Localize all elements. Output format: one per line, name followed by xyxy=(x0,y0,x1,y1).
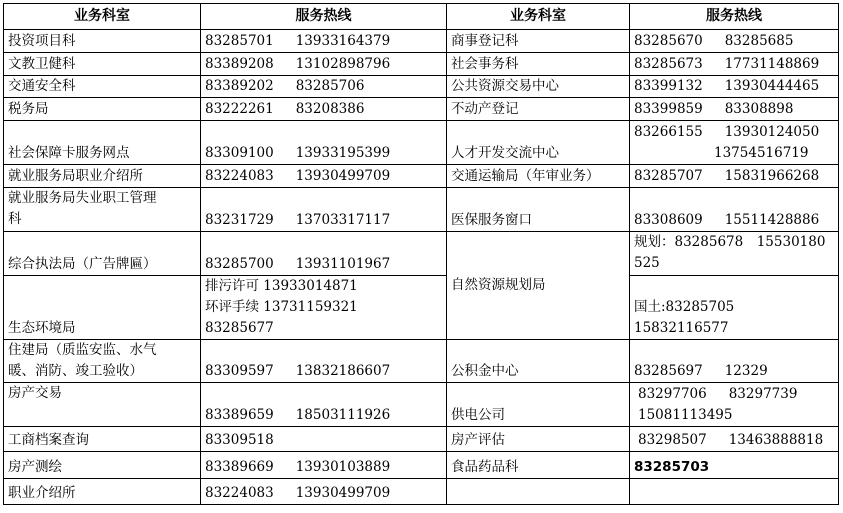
phone-number: 13463888818 xyxy=(728,432,824,448)
phone-number: 13933164379 xyxy=(295,33,391,49)
phone-line: 规划：83285678 15530180 xyxy=(634,234,826,250)
phone-number: 18503111926 xyxy=(295,407,391,423)
phone-number: 83308898 xyxy=(724,101,794,117)
table-row xyxy=(4,30,839,53)
dept-name-line: 就业服务局失业职工管理 xyxy=(8,190,157,206)
phone-line: 15832116577 xyxy=(634,320,729,336)
dept-name: 综合执法局（广告牌匾） xyxy=(4,232,201,276)
phone-cell xyxy=(201,383,447,427)
phone-number: 83224083 xyxy=(205,485,274,501)
phone-number: 13933195399 xyxy=(295,145,391,161)
phone-number: 13832186607 xyxy=(295,363,391,379)
phone-number: 13703317117 xyxy=(295,212,391,228)
phone-number: 83231729 xyxy=(205,212,274,228)
phone-cell xyxy=(201,188,447,232)
header-dept-left: 业务科室 xyxy=(4,4,201,30)
dept-name: 社会事务科 xyxy=(447,53,630,76)
dept-name-line: 科 xyxy=(8,211,22,227)
phone-number: 17731148869 xyxy=(724,56,820,72)
phone-cell xyxy=(630,276,839,340)
dept-name: 不动产登记 xyxy=(447,98,630,121)
table-row xyxy=(4,340,839,383)
dept-name: 房产测绘 xyxy=(4,452,201,479)
dept-name: 食品药品科 xyxy=(447,452,630,479)
phone-cell xyxy=(630,98,839,121)
phone-cell xyxy=(630,165,839,188)
phone-number: 13930124050 xyxy=(724,123,820,140)
phone-cell xyxy=(630,121,839,165)
dept-name: 职业介绍所 xyxy=(4,479,201,505)
phone-cell xyxy=(630,427,839,452)
phone-cell xyxy=(201,30,447,53)
table-header-row xyxy=(4,4,839,30)
phone-cell xyxy=(201,165,447,188)
phone-cell xyxy=(201,98,447,121)
phone-number: 83399859 xyxy=(634,101,703,117)
phone-number: 83389659 xyxy=(205,407,274,423)
phone-cell xyxy=(630,53,839,76)
phone-number: 83308609 xyxy=(634,212,703,228)
phone-number: 13930499709 xyxy=(295,485,391,501)
dept-name: 商事登记科 xyxy=(447,30,630,53)
table-row xyxy=(4,276,839,340)
dept-name: 医保服务窗口 xyxy=(447,188,630,232)
phone-number: 83285670 xyxy=(634,33,703,49)
phone-number: 83285701 xyxy=(205,33,274,49)
table-row xyxy=(4,479,839,505)
table-row xyxy=(4,165,839,188)
phone-number: 83285707 xyxy=(634,168,703,184)
phone-number: 83309100 xyxy=(205,145,274,161)
phone-cell xyxy=(630,383,839,427)
phone-cell xyxy=(630,232,839,276)
phone-number: 15511428886 xyxy=(724,212,820,228)
header-dept-right: 业务科室 xyxy=(447,4,630,30)
table-row xyxy=(4,383,839,427)
table-row xyxy=(4,427,839,452)
table-row xyxy=(4,452,839,479)
table-row xyxy=(4,98,839,121)
phone-number: 13930444465 xyxy=(724,78,820,94)
dept-name: 房产评估 xyxy=(447,427,630,452)
phone-number: 13930103889 xyxy=(295,459,391,475)
phone-cell xyxy=(630,340,839,383)
phone-number: 83266155 xyxy=(634,123,703,140)
phone-cell xyxy=(201,340,447,383)
phone-number: 83389202 xyxy=(205,78,274,94)
phone-cell xyxy=(201,232,447,276)
phone-number: 83224083 xyxy=(205,168,274,184)
phone-line: 环评手续 13731159321 xyxy=(205,299,358,315)
dept-name: 工商档案查询 xyxy=(4,427,201,452)
dept-name: 文教卫健科 xyxy=(4,53,201,76)
phone-number: 83309518 xyxy=(205,432,274,448)
dept-name: 公积金中心 xyxy=(447,340,630,383)
dept-name-line: 暖、消防、竣工验收） xyxy=(8,363,143,379)
dept-name xyxy=(4,340,201,383)
phone-number: 83285700 xyxy=(205,256,274,272)
phone-number: 83285673 xyxy=(634,56,703,72)
phone-cell xyxy=(201,452,447,479)
phone-number: 13754516719 xyxy=(714,144,809,161)
dept-name-line: 住建局（质监安监、水气 xyxy=(8,342,157,358)
dept-name xyxy=(4,188,201,232)
phone-cell xyxy=(201,276,447,340)
phone-number: 15831966268 xyxy=(724,168,820,184)
phone-cell xyxy=(201,121,447,165)
phone-number: 83399132 xyxy=(634,78,703,94)
phone-number: 83389208 xyxy=(205,56,274,72)
empty-cell xyxy=(447,479,630,505)
phone-number: 83285697 xyxy=(634,363,703,379)
dept-name: 就业服务局职业介绍所 xyxy=(4,165,201,188)
phone-number: 12329 xyxy=(724,363,768,379)
table-row xyxy=(4,76,839,98)
table-row xyxy=(4,188,839,232)
table-row xyxy=(4,121,839,165)
phone-number: 15081113495 xyxy=(638,406,733,423)
phone-number: 83297706 xyxy=(638,385,707,402)
phone-cell xyxy=(630,30,839,53)
phone-line: 83285677 xyxy=(205,320,274,336)
phone-cell xyxy=(201,53,447,76)
phone-number: 83297739 xyxy=(728,385,798,402)
phone-number: 83298507 xyxy=(638,432,707,448)
dept-name: 社会保障卡服务网点 xyxy=(4,121,201,165)
header-phone-left: 服务热线 xyxy=(201,4,447,30)
phone-number: 83285685 xyxy=(724,33,794,49)
phone-number: 83285703 xyxy=(634,459,710,475)
phone-cell xyxy=(201,427,447,452)
phone-cell xyxy=(201,479,447,505)
dept-name: 税务局 xyxy=(4,98,201,121)
hotline-table xyxy=(3,3,839,505)
dept-name: 公共资源交易中心 xyxy=(447,76,630,98)
dept-name: 投资项目科 xyxy=(4,30,201,53)
phone-line: 国土:83285705 xyxy=(634,299,735,315)
phone-line: 排污许可 13933014871 xyxy=(205,278,358,294)
dept-name: 生态环境局 xyxy=(4,276,201,340)
dept-name: 人才开发交流中心 xyxy=(447,121,630,165)
phone-number: 83208386 xyxy=(295,101,365,117)
phone-line: 525 xyxy=(634,255,660,271)
empty-cell xyxy=(630,479,839,505)
phone-number: 83222261 xyxy=(205,101,274,117)
dept-name: 交通运输局（年审业务） xyxy=(447,165,630,188)
dept-name: 供电公司 xyxy=(447,383,630,427)
dept-name: 交通安全科 xyxy=(4,76,201,98)
phone-cell xyxy=(630,188,839,232)
phone-number: 13102898796 xyxy=(295,56,391,72)
dept-name: 房产交易 xyxy=(4,383,201,427)
table-row xyxy=(4,232,839,276)
phone-cell xyxy=(630,76,839,98)
header-phone-right: 服务热线 xyxy=(630,4,839,30)
phone-cell xyxy=(201,76,447,98)
phone-number: 83389669 xyxy=(205,459,274,475)
table-row xyxy=(4,53,839,76)
phone-number: 83309597 xyxy=(205,363,274,379)
phone-number: 13931101967 xyxy=(295,256,391,272)
phone-number: 13930499709 xyxy=(295,168,391,184)
dept-name: 自然资源规划局 xyxy=(447,232,630,340)
phone-cell xyxy=(630,452,839,479)
phone-number: 83285706 xyxy=(295,78,365,94)
